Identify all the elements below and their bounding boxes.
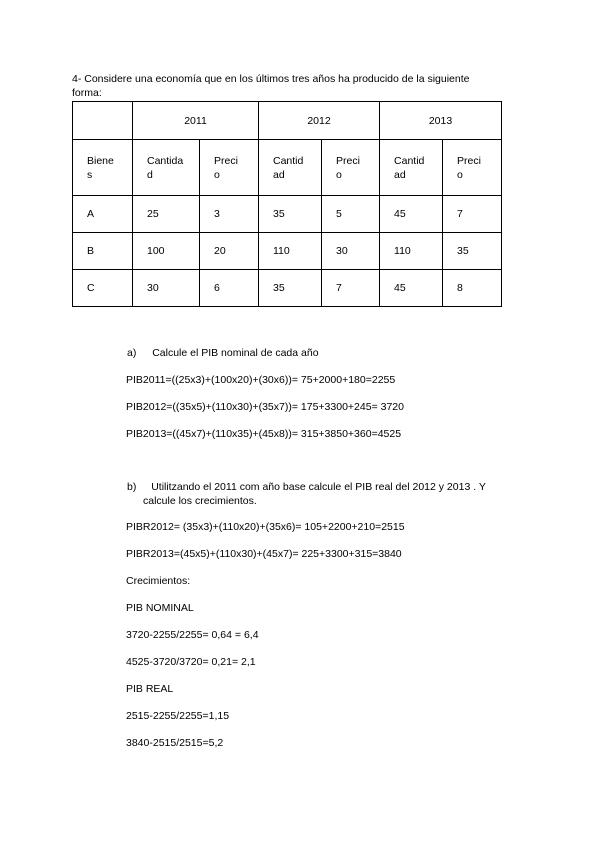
part-b-label: b) [127, 481, 137, 493]
table-cell: 8 [443, 270, 502, 307]
answer-line: 4525-3720/3720= 0,21= 2,1 [126, 656, 256, 668]
production-table [72, 101, 502, 307]
table-cell: 7 [322, 270, 380, 307]
header-bienes: Biene s [73, 140, 133, 196]
answer-line: PIBR2012= (35x3)+(110x20)+(35x6)= 105+2200+210=2515 [126, 521, 405, 533]
answer-line: 3840-2515/2515=5,2 [126, 737, 224, 749]
header-cantidad-2013: Cantid ad [380, 140, 443, 196]
table-row [73, 196, 502, 233]
table-year-row [73, 102, 502, 140]
year-2011-header: 2011 [133, 102, 259, 140]
answer-line: Crecimientos: [126, 575, 191, 587]
part-a-heading [127, 347, 319, 359]
table-cell: 100 [133, 233, 200, 270]
table-cell: 25 [133, 196, 200, 233]
table-header-row [73, 140, 502, 196]
answer-line: PIB2011=((25x3)+(100x20)+(30x6))= 75+2000+180=2255 [126, 374, 396, 386]
table-corner-cell [73, 102, 133, 140]
table-row [73, 270, 502, 307]
question-line-1: 4- Considere una economía que en los últimos tres años ha producido de la siguiente [72, 73, 470, 85]
answer-line: PIB REAL [126, 683, 174, 695]
part-a-label: a) [127, 347, 137, 359]
table-cell: 6 [200, 270, 259, 307]
table-cell: 45 [380, 196, 443, 233]
part-a-title: Calcule el PIB nominal de cada año [152, 347, 319, 359]
question-intro [72, 72, 512, 100]
part-b-title-line-2: calcule los crecimientos. [143, 495, 257, 507]
table-cell: 5 [322, 196, 380, 233]
header-precio-2013: Preci o [443, 140, 502, 196]
table-cell: 110 [259, 233, 322, 270]
header-cantidad-2012: Cantid ad [259, 140, 322, 196]
answer-line: PIB2013=((45x7)+(110x35)+(45x8))= 315+3850+360=4525 [126, 428, 402, 440]
table-row [73, 233, 502, 270]
table-cell: C [73, 270, 133, 307]
answer-line: 3720-2255/2255= 0,64 = 6,4 [126, 629, 259, 641]
table-cell: 30 [322, 233, 380, 270]
answer-line: PIBR2013=(45x5)+(110x30)+(45x7)= 225+3300+315=3840 [126, 548, 402, 560]
table-cell: B [73, 233, 133, 270]
header-cantidad-2011: Cantida d [133, 140, 200, 196]
year-2012-header: 2012 [259, 102, 380, 140]
year-2013-header: 2013 [380, 102, 502, 140]
header-precio-2011: Preci o [200, 140, 259, 196]
table-cell: 7 [443, 196, 502, 233]
answer-line: 2515-2255/2255=1,15 [126, 710, 230, 722]
part-b-heading [127, 481, 486, 493]
table-cell: 20 [200, 233, 259, 270]
table-cell: 30 [133, 270, 200, 307]
table-cell: 3 [200, 196, 259, 233]
table-cell: 35 [259, 270, 322, 307]
table-cell: 45 [380, 270, 443, 307]
question-line-2: forma: [72, 87, 102, 99]
header-precio-2012: Preci o [322, 140, 380, 196]
table-cell: 35 [443, 233, 502, 270]
table-cell: A [73, 196, 133, 233]
answer-line: PIB2012=((35x5)+(110x30)+(35x7))= 175+3300+245= 3720 [126, 401, 404, 413]
table-cell: 35 [259, 196, 322, 233]
table-cell: 110 [380, 233, 443, 270]
part-b-title-line-1: Utilitzando el 2011 com año base calcule el PIB real del 2012 y 2013 . Y [151, 481, 486, 493]
answer-line: PIB NOMINAL [126, 602, 194, 614]
